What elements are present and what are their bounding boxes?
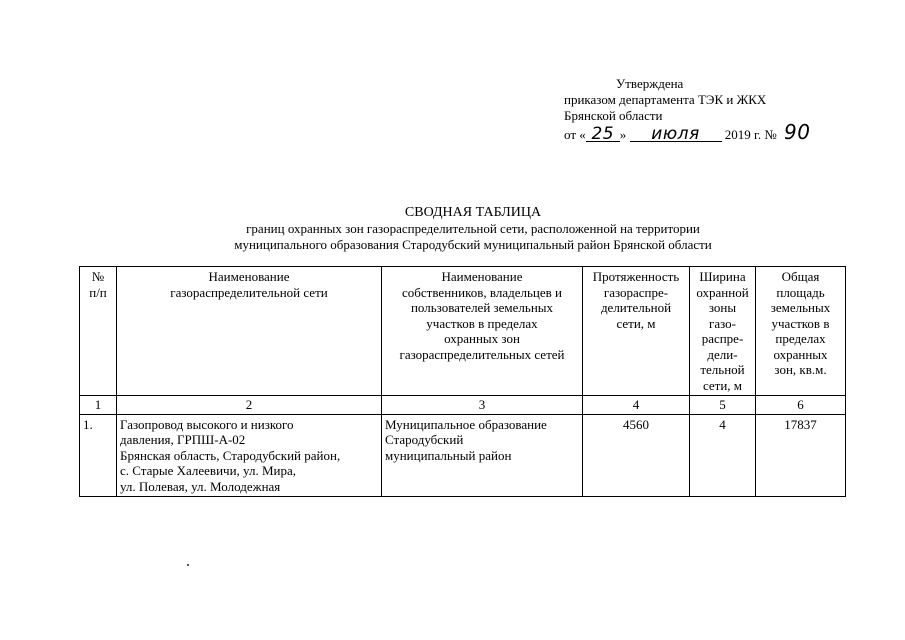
header-line: зоны — [708, 300, 737, 315]
network-line: давления, ГРПШ-А-02 — [120, 432, 246, 447]
title-line-1: границ охранных зон газораспределительной сети, расположенной на территории — [246, 221, 700, 236]
header-line: п/п — [89, 284, 107, 300]
header-width — [690, 267, 756, 396]
header-line: Ширина — [699, 269, 746, 284]
scan-dot — [187, 564, 189, 566]
approval-region: Брянской области — [564, 108, 663, 123]
header-line: собственников, владельцев и — [402, 284, 562, 300]
row-area: 17837 — [756, 414, 846, 497]
date-day: 25 — [586, 128, 620, 142]
approval-block — [564, 76, 864, 142]
header-line: газораспределительных сетей — [399, 346, 565, 362]
header-line: охранной — [696, 284, 749, 300]
column-number: 5 — [690, 396, 756, 415]
title-main: СВОДНАЯ ТАБЛИЦА — [404, 205, 542, 220]
header-line: дели- — [707, 346, 738, 362]
order-number: 90 — [784, 120, 811, 144]
approval-approved: Утверждена — [616, 76, 684, 91]
owner-line: муниципальный район — [385, 447, 512, 463]
title-line-2: муниципального образования Стародубский муниципальный район Брянской области — [234, 237, 712, 252]
summary-table — [79, 266, 846, 497]
column-number: 3 — [382, 396, 583, 415]
owner-line: Стародубский — [385, 432, 464, 447]
header-line: делительной — [600, 300, 672, 315]
header-line: участков в — [771, 315, 830, 331]
number-sign: № — [764, 127, 777, 142]
header-line: Наименование — [441, 269, 523, 284]
date-month: июля — [630, 128, 722, 142]
row-width: 4 — [690, 414, 756, 497]
header-line: Наименование — [208, 269, 290, 284]
header-line: распре- — [701, 331, 744, 346]
header-line: Протяженность — [592, 269, 680, 284]
header-line: земельных — [770, 300, 831, 315]
header-line: Общая — [781, 269, 820, 284]
date-quote-close: » — [619, 127, 627, 142]
date-prefix: от « — [564, 127, 586, 142]
header-line: № — [91, 269, 105, 284]
header-owners — [382, 267, 583, 396]
row-length: 4560 — [583, 414, 690, 497]
header-line: тельной — [700, 362, 745, 377]
header-line: газо- — [709, 315, 736, 331]
network-line: Брянская область, Стародубский район, — [120, 447, 341, 463]
header-line: сети, м — [616, 315, 656, 331]
header-line: сети, м — [702, 377, 743, 393]
column-number: 2 — [117, 396, 382, 415]
header-line: участков в пределах — [426, 315, 538, 331]
approval-date-line — [564, 120, 864, 144]
header-line: пределах — [775, 331, 826, 346]
header-num — [80, 267, 117, 396]
header-line: зон, кв.м. — [774, 362, 827, 377]
header-line: газораспре- — [603, 284, 669, 300]
network-line: ул. Полевая, ул. Молодежная — [120, 478, 281, 494]
header-line: охранных зон — [444, 331, 520, 346]
row-num: 1. — [80, 414, 117, 497]
owner-line: Муниципальное образование — [385, 416, 547, 432]
column-number: 4 — [583, 396, 690, 415]
header-line: пользователей земельных — [410, 300, 554, 315]
network-line: с. Старые Халеевичи, ул. Мира, — [120, 463, 296, 478]
row-network — [117, 414, 382, 497]
column-number: 1 — [80, 396, 117, 415]
header-area — [756, 267, 846, 396]
header-line: площадь — [776, 284, 825, 300]
table-header-row — [80, 267, 846, 396]
header-network — [117, 267, 382, 396]
date-year: 2019 г. — [724, 127, 762, 142]
header-line: газораспределительной сети — [170, 284, 328, 300]
column-number: 6 — [756, 396, 846, 415]
table-row — [80, 414, 846, 497]
column-number-row — [80, 396, 846, 415]
row-owners — [382, 414, 583, 497]
approval-order-line: приказом департамента ТЭК и ЖКХ — [564, 92, 767, 107]
header-line: охранных — [773, 346, 828, 362]
header-length — [583, 267, 690, 396]
network-line: Газопровод высокого и низкого — [120, 416, 294, 432]
document-title — [100, 205, 846, 253]
